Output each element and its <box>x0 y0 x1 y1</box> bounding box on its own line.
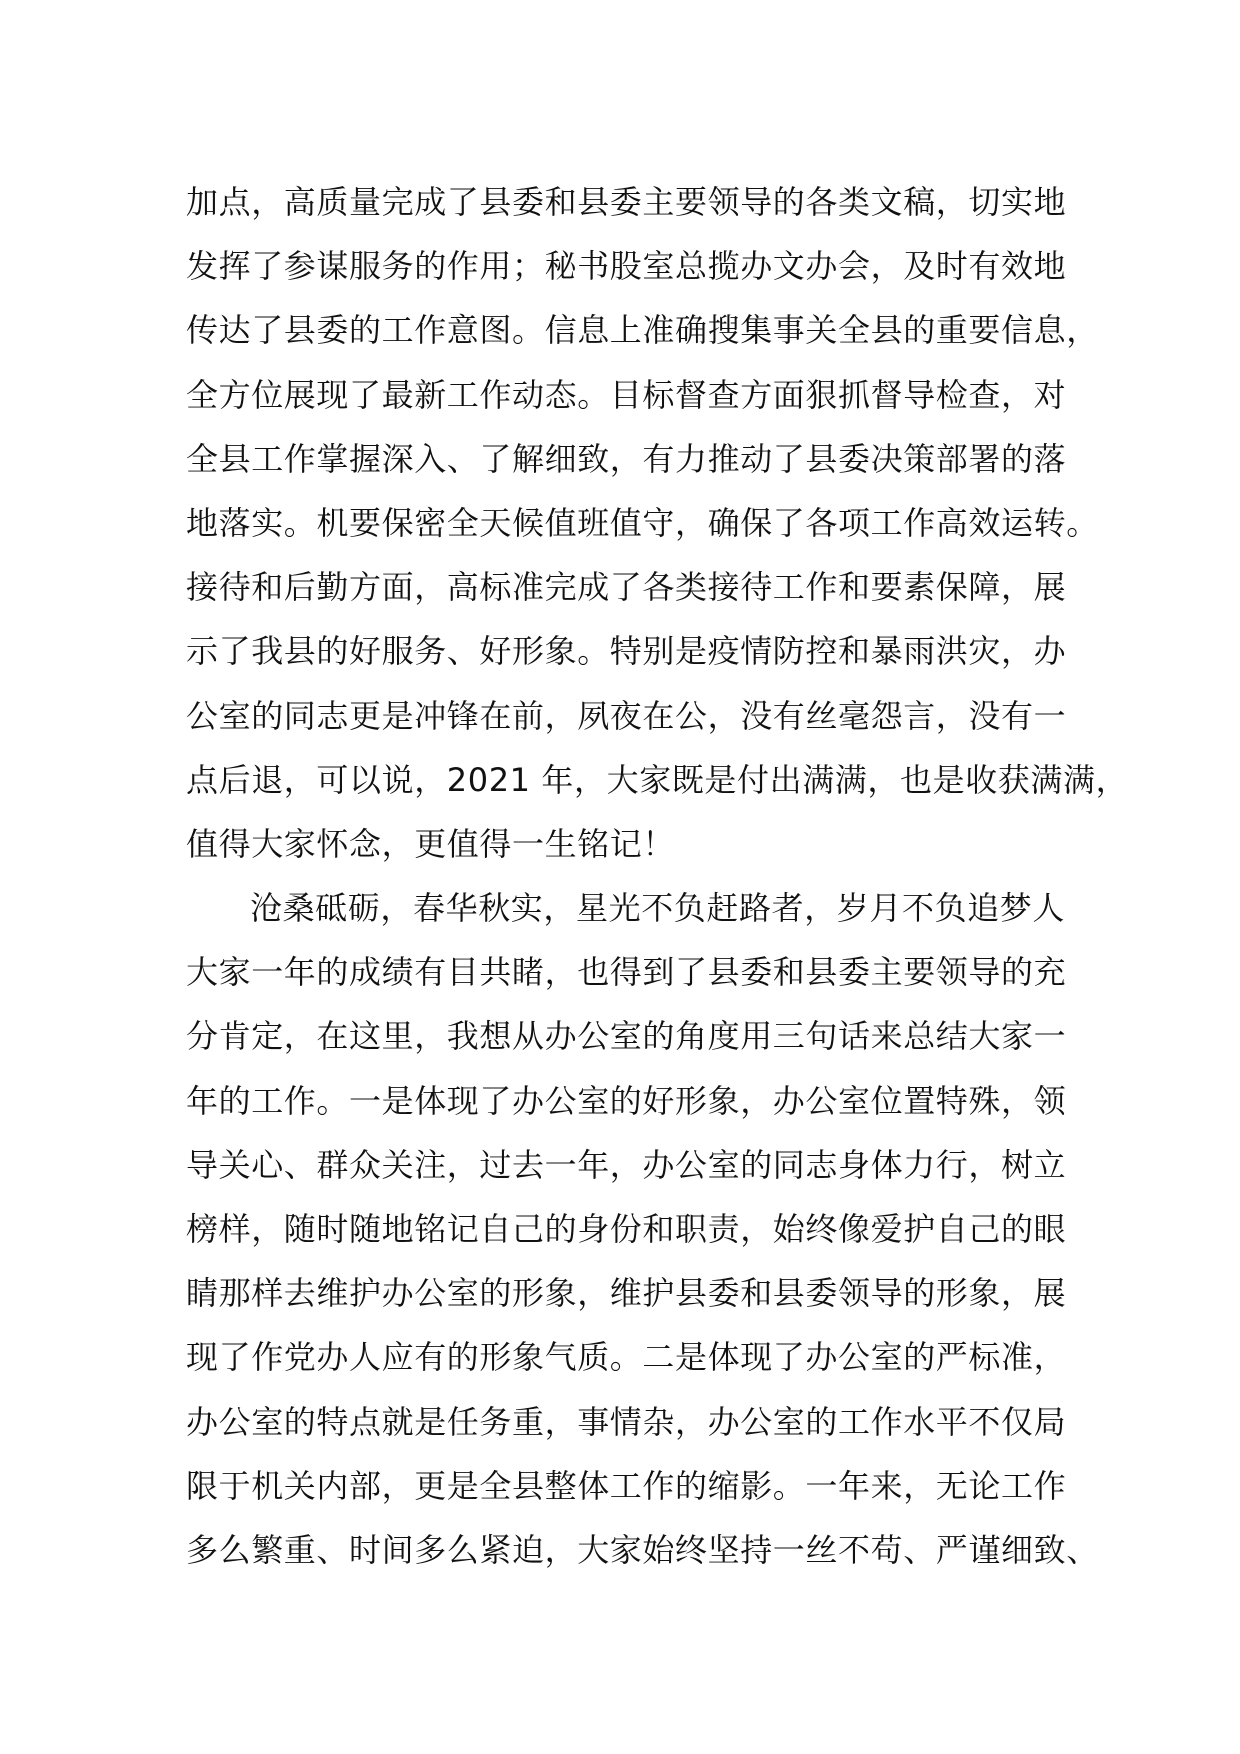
text-line: 点后退，可以说，2021 年，大家既是付出满满，也是收获满满， <box>186 760 1129 799</box>
text-line: 多么繁重、时间多么紧迫，大家始终坚持一丝不苟、严谨细致、 <box>186 1530 1099 1569</box>
text-line: 睛那样去维护办公室的形象，维护县委和县委领导的形象，展 <box>186 1274 1067 1313</box>
text-line: 地落实。机要保密全天候值班值守，确保了各项工作高效运转。 <box>186 503 1099 542</box>
text-line: 现了作党办人应有的形象气质。二是体现了办公室的严标准， <box>186 1338 1067 1377</box>
text-line: 示了我县的好服务、好形象。特别是疫情防控和暴雨洪灾，办 <box>186 632 1067 671</box>
text-line: 榜样，随时随地铭记自己的身份和职责，始终像爱护自己的眼 <box>186 1210 1067 1248</box>
paragraph-first-line: 沧桑砥砺，春华秋实，星光不负赶路者，岁月不负追梦人 <box>250 889 1066 928</box>
text-line: 全县工作掌握深入、了解细致，有力推动了县委决策部署的落 <box>186 439 1067 478</box>
text-line: 分肯定，在这里，我想从办公室的角度用三句话来总结大家一 <box>186 1017 1067 1056</box>
text-line: 接待和后勤方面，高标准完成了各类接待工作和要素保障，展 <box>186 568 1067 607</box>
text-line: 发挥了参谋服务的作用；秘书股室总揽办文办会，及时有效地 <box>186 247 1067 286</box>
text-line: 限于机关内部，更是全县整体工作的缩影。一年来，无论工作 <box>186 1466 1067 1505</box>
text-line: 导关心、群众关注，过去一年，办公室的同志身体力行，树立 <box>186 1145 1067 1184</box>
text-line: 公室的同志更是冲锋在前，夙夜在公，没有丝毫怨言，没有一 <box>186 696 1067 735</box>
text-line: 办公室的特点就是任务重，事情杂，办公室的工作水平不仅局 <box>186 1402 1067 1441</box>
body-text <box>186 170 1129 1582</box>
text-line: 传达了县委的工作意图。信息上准确搜集事关全县的重要信息， <box>186 311 1099 350</box>
text-line: 大家一年的成绩有目共睹，也得到了县委和县委主要领导的充 <box>186 953 1067 992</box>
text-line: 全方位展现了最新工作动态。目标督查方面狠抓督导检查，对 <box>186 375 1067 414</box>
text-line: 值得大家怀念，更值得一生铭记！ <box>186 824 676 863</box>
text-line: 年的工作。一是体现了办公室的好形象，办公室位置特殊，领 <box>186 1081 1067 1120</box>
text-line: 加点，高质量完成了县委和县委主要领导的各类文稿，切实地 <box>186 183 1067 221</box>
